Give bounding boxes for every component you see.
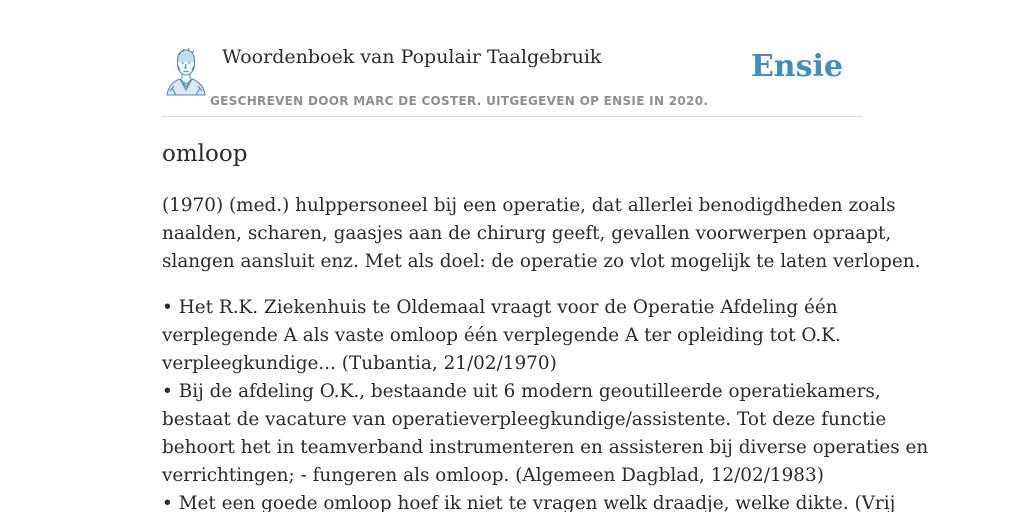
definition	[162, 192, 921, 276]
quote-line: verpleegkundige... (Tubantia, 21/02/1970)	[162, 353, 557, 374]
ensie-logo[interactable]: Ensie	[750, 49, 843, 84]
entry-content	[162, 136, 929, 512]
usage-quotes	[162, 294, 929, 512]
quote-line: • Bij de afdeling O.K., bestaande uit 6 modern geoutilleerde operatiekamers,	[162, 381, 881, 402]
definition-line: (1970) (med.) hulppersoneel bij een operatie, dat allerlei benodigdheden zoals	[162, 195, 896, 216]
headword: omloop	[162, 141, 248, 167]
author-portrait-icon[interactable]	[164, 46, 208, 96]
quote-line: verrichtingen; - fungeren als omloop. (Algemeen Dagblad, 12/02/1983)	[162, 465, 824, 486]
quote-line: • Met een goede omloop hoef ik niet te vragen welk draadje, welke dikte. (Vrij	[162, 493, 896, 512]
byline: GESCHREVEN DOOR MARC DE COSTER. UITGEGEVEN OP ENSIE IN 2020.	[210, 94, 709, 108]
book-title[interactable]: Woordenboek van Populair Taalgebruik	[222, 46, 602, 68]
definition-line: naalden, scharen, gaasjes aan de chirurg geeft, gevallen voorwerpen opraapt,	[162, 223, 892, 244]
quote-line: behoort het in teamverband instrumenteren en assisteren bij diverse operaties en	[162, 437, 929, 458]
definition-line: slangen aansluit enz. Met als doel: de operatie zo vlot mogelijk te laten verlopen.	[162, 251, 921, 272]
dictionary-header	[162, 40, 862, 117]
quote-line: bestaat de vacature van operatieverpleegkundige/assistente. Tot deze functie	[162, 409, 887, 430]
quote-line: • Het R.K. Ziekenhuis te Oldemaal vraagt voor de Operatie Afdeling één	[162, 297, 838, 318]
quote-line: verplegende A als vaste omloop één verplegende A ter opleiding tot O.K.	[162, 325, 841, 346]
